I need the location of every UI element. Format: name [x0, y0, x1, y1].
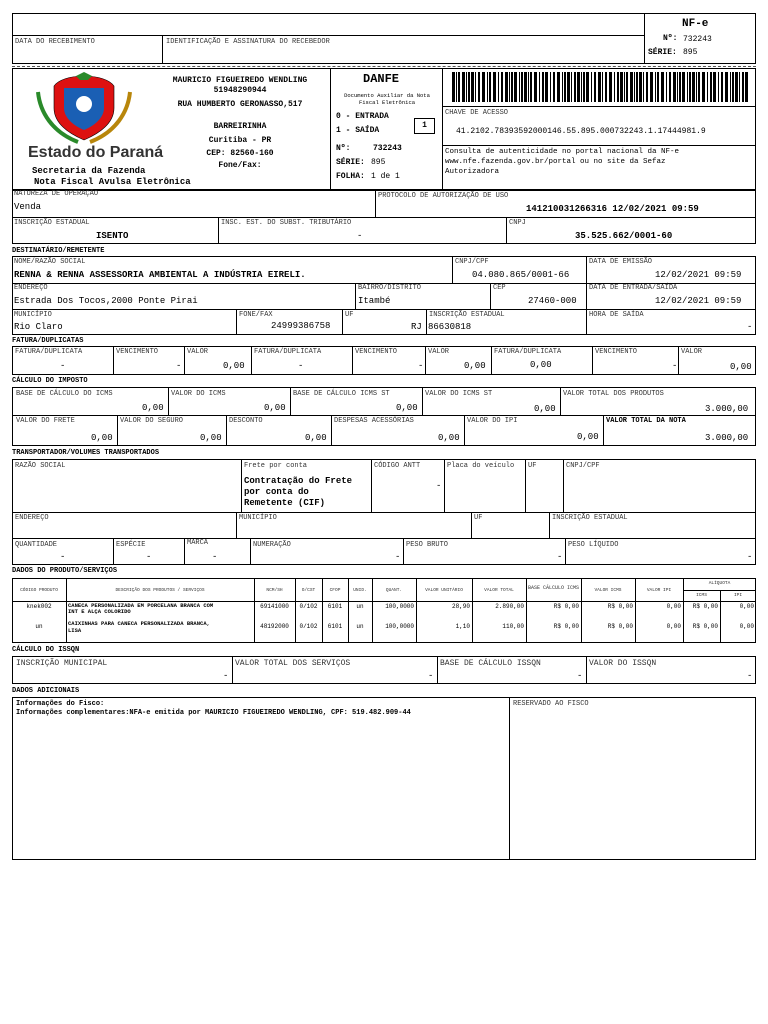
icms: 0,00: [264, 403, 286, 413]
dest-emissao-label: DATA DE EMISSÃO: [589, 258, 653, 266]
barcode-bar: [707, 72, 708, 102]
emitente-cidade: Curitiba - PR: [208, 136, 272, 145]
data-recebimento-label: DATA DO RECEBIMENTO: [15, 38, 95, 46]
barcode-bar: [718, 72, 719, 102]
venc-2: -: [418, 361, 424, 371]
barcode-bar: [626, 72, 628, 102]
dest-nome: RENNA & RENNA ASSESSORIA AMBIENTAL A INDÚSTRIA EIRELI.: [14, 270, 306, 280]
total-nota: 3.000,00: [705, 433, 749, 443]
barcode-bar: [468, 72, 470, 102]
dest-nome-label: NOME/RAZÃO SOCIAL: [14, 258, 86, 266]
fatura-1-label: FATURA/DUPLICATA: [15, 348, 83, 356]
row2-cst: 0/102: [299, 623, 318, 630]
issqn-valor: -: [747, 671, 753, 681]
valor-3: 0,00: [730, 362, 752, 372]
total-prod: 3.000,00: [705, 404, 749, 414]
barcode-bar: [702, 72, 705, 102]
transp-peso-bruto-label: PESO BRUTO: [406, 541, 449, 549]
emitente-endereco: RUA HUMBERTO GERONASSO,517: [177, 100, 303, 109]
natureza: Venda: [14, 202, 42, 212]
barcode-bar: [732, 72, 734, 102]
dest-fone: 24999386758: [271, 321, 331, 331]
row1-unit: 28,90: [451, 603, 470, 610]
valor-2: 0,00: [464, 361, 486, 371]
barcode-bar: [553, 72, 555, 102]
bc-st-label: BASE DE CÁLCULO ICMS ST: [293, 390, 390, 398]
ie-st-label: INSC. EST. DO SUBST. TRIBUTÁRIO: [221, 219, 352, 227]
row2-total: 110,00: [502, 623, 524, 630]
transp-antt: -: [436, 481, 442, 491]
barcode-bar: [478, 72, 480, 102]
imposto-section: CÁLCULO DO IMPOSTO: [12, 377, 88, 385]
transp-numeracao-label: NUMERAÇÃO: [253, 541, 291, 549]
dest-emissao: 12/02/2021 09:59: [655, 270, 742, 280]
transp-qtd: -: [60, 552, 66, 562]
barcode-bar: [562, 72, 563, 102]
bc-icms-label: BASE DE CÁLCULO DO ICMS: [16, 390, 113, 398]
dest-ie-label: INSCRIÇÃO ESTADUAL: [429, 311, 505, 319]
coat-of-arms-logo: [28, 72, 140, 147]
row1-ncm: 69141000: [260, 603, 289, 610]
barcode-bar: [511, 72, 513, 102]
danfe-entrada: 0 - ENTRADA: [336, 112, 389, 121]
danfe-title: DANFE: [363, 72, 400, 86]
venc-3-label: VENCIMENTO: [595, 348, 638, 356]
frete: 0,00: [91, 433, 113, 443]
emitente-fone: Fone/Fax:: [218, 161, 262, 170]
barcode-bar: [605, 72, 607, 102]
barcode-bar: [630, 72, 633, 102]
barcode-bar: [614, 72, 615, 102]
row1-al-ipi: 0,00: [739, 603, 754, 610]
barcode-bar: [519, 72, 520, 102]
emitente-nome: MAURICIO FIGUEIREDO WENDLING: [172, 76, 308, 85]
th-al-icms: ICMS: [696, 593, 707, 598]
transp-qtd-label: QUANTIDADE: [15, 541, 58, 549]
danfe-numero: 732243: [373, 144, 402, 153]
issqn-section: CÁLCULO DO ISSQN: [12, 646, 80, 654]
dest-bairro-label: BAIRRO/DISTRITO: [358, 284, 422, 292]
danfe-saida: 1 - SAÍDA: [336, 126, 380, 135]
transp-uf-label: UF: [528, 462, 537, 470]
barcode-bar: [721, 72, 723, 102]
dest-fone-label: FONE/FAX: [239, 311, 273, 319]
desconto: 0,00: [305, 433, 327, 443]
th-al-ipi: IPI: [733, 593, 743, 598]
icms-label: VALOR DO ICMS: [171, 390, 226, 398]
fatura-3: 0,00: [530, 360, 552, 370]
bc-st: 0,00: [396, 403, 418, 413]
chave-valor: 41.2102.78393592000146.55.895.000732243.1.17444981.9: [456, 127, 706, 136]
transp-placa-label: Placa do veículo: [447, 462, 515, 470]
barcode-bar: [591, 72, 592, 102]
barcode-bar: [586, 72, 589, 102]
fatura-2: -: [298, 361, 304, 371]
transp-especie: -: [146, 552, 152, 562]
barcode-bar: [482, 72, 485, 102]
issqn-vts: -: [428, 671, 434, 681]
cnpj-label: CNPJ: [509, 219, 526, 227]
dest-cnpj: 04.080.865/0001-66: [472, 270, 570, 280]
row1-ipi: 0,00: [666, 603, 681, 610]
barcode-bar: [456, 72, 457, 102]
th-ncm: NCM/SH: [266, 588, 283, 593]
fatura-3-label: FATURA/DUPLICATA: [494, 348, 562, 356]
barcode-bar: [557, 72, 560, 102]
total-prod-label: VALOR TOTAL DOS PRODUTOS: [563, 390, 664, 398]
barcode-bar: [598, 72, 601, 102]
barcode-bar: [509, 72, 510, 102]
barcode-bar: [725, 72, 728, 102]
seguro: 0,00: [200, 433, 222, 443]
barcode-bar: [742, 72, 744, 102]
barcode-bar: [489, 72, 491, 102]
danfe-folha-label: FOLHA:: [336, 172, 365, 181]
transp-frete-3: Remetente (CIF): [244, 498, 326, 508]
seguro-label: VALOR DO SEGURO: [120, 417, 184, 425]
danfe-subtitle-2: Fiscal Eletrônica: [358, 99, 416, 106]
dest-municipio-label: MUNICÍPIO: [14, 311, 52, 319]
issqn-valor-label: VALOR DO ISSQN: [589, 659, 657, 668]
danfe-serie-label: SÉRIE:: [336, 158, 365, 167]
barcode-bar: [602, 72, 603, 102]
barcode-bar: [673, 72, 676, 102]
barcode-bar: [643, 72, 644, 102]
barcode-bar: [528, 72, 529, 102]
issqn-im-label: INSCRIÇÃO MUNICIPAL: [16, 659, 108, 668]
barcode-bar: [462, 72, 465, 102]
transportador-section: TRANSPORTADOR/VOLUMES TRANSPORTADOS: [12, 449, 160, 457]
th-icms: VALOR ICMS: [594, 588, 622, 593]
barcode-bar: [505, 72, 508, 102]
barcode-bar: [735, 72, 738, 102]
dest-cep: 27460-000: [528, 296, 577, 306]
barcode-bar: [677, 72, 678, 102]
adicionais-box: [12, 697, 756, 860]
dest-hora-label: HORA DE SAÍDA: [589, 311, 644, 319]
transp-numeracao: -: [395, 552, 401, 562]
row1-total: 2.890,00: [495, 603, 524, 610]
barcode-bar: [692, 72, 695, 102]
barcode-bar: [545, 72, 548, 102]
row2-al-icms: R$ 0,00: [692, 623, 718, 630]
issqn-im: -: [223, 671, 229, 681]
row1-desc1: CANECA PERSONALIZADA EM PORCELANA BRANCA COM: [68, 602, 214, 609]
dest-uf: RJ: [411, 322, 422, 332]
dest-endereco: Estrada Dos Tocos,2000 Ponte Pirai: [14, 296, 198, 306]
valor-1-label: VALOR: [187, 348, 209, 356]
dest-bairro: Itambé: [358, 296, 391, 306]
issqn-bc: -: [577, 671, 583, 681]
row2-codigo: un: [35, 623, 43, 630]
transp-peso-liquido-label: PESO LÍQUIDO: [568, 541, 619, 549]
transp-antt-label: CÓDIGO ANTT: [374, 462, 421, 470]
barcode-bar: [487, 72, 488, 102]
barcode-bar: [594, 72, 596, 102]
transp-endereco-label: ENDEREÇO: [15, 514, 49, 522]
produtos-section: DADOS DO PRODUTO/SERVIÇOS: [12, 567, 118, 575]
barcode-bar: [617, 72, 619, 102]
th-descricao: DESCRIÇÃO DOS PRODUTOS / SERVIÇOS: [115, 588, 205, 593]
barcode-bar: [564, 72, 566, 102]
transp-marca-label: MARCA: [187, 539, 209, 547]
th-cfop: CFOP: [329, 588, 341, 593]
barcode-bar: [581, 72, 582, 102]
adicionais-section: DADOS ADICIONAIS: [12, 687, 80, 695]
barcode-bar: [550, 72, 551, 102]
row2-quant: 100,0000: [385, 623, 414, 630]
barcode-bar: [655, 72, 656, 102]
bc-icms: 0,00: [142, 403, 164, 413]
nfe-title: NF-e: [682, 18, 709, 30]
barcode-bar: [542, 72, 544, 102]
th-ipi: VALOR IPI: [646, 588, 672, 593]
barcode-bar: [514, 72, 517, 102]
barcode-bar: [739, 72, 740, 102]
row2-cfop: 6101: [327, 623, 343, 630]
th-total: VALOR TOTAL: [484, 588, 514, 593]
desconto-label: DESCONTO: [229, 417, 263, 425]
dest-entrada: 12/02/2021 09:59: [655, 296, 742, 306]
row2-desc1: CAIXINHAS PARA CANECA PERSONALIZADA BRANCA,: [68, 620, 210, 627]
transp-municipio-label: MUNICÍPIO: [239, 514, 277, 522]
identificacao-label: IDENTIFICAÇÃO E ASSINATURA DO RECEBEDOR: [166, 38, 330, 46]
barcode-bar: [666, 72, 667, 102]
nota-avulsa: Nota Fiscal Avulsa Eletrônica: [34, 177, 191, 187]
barcode-bar: [661, 72, 664, 102]
dest-municipio: Rio Claro: [14, 322, 63, 332]
row1-bc: R$ 0,00: [553, 603, 579, 610]
canhoto-numero: 732243: [683, 35, 712, 44]
barcode-bar: [639, 72, 642, 102]
barcode-bar: [713, 72, 716, 102]
barcode-bar: [530, 72, 532, 102]
transp-cnpj-label: CNPJ/CPF: [566, 462, 600, 470]
danfe-subtitle-1: Documento Auxiliar da Nota: [344, 92, 430, 99]
row2-unit: 1,10: [455, 623, 470, 630]
fatura-1: -: [60, 361, 66, 371]
issqn-bc-label: BASE DE CÁLCULO ISSQN: [440, 659, 541, 668]
barcode-bar: [574, 72, 576, 102]
ie-label: INSCRIÇÃO ESTADUAL: [14, 219, 90, 227]
row1-al-icms: R$ 0,00: [692, 603, 718, 610]
row2-ncm: 48192000: [260, 623, 289, 630]
emitente-bairro: BARREIRINHA: [213, 122, 267, 131]
reservado-fisco: RESERVADO AO FISCO: [513, 700, 589, 708]
barcode-bar: [624, 72, 625, 102]
venc-1: -: [176, 361, 182, 371]
transp-peso-liquido: -: [747, 552, 753, 562]
total-nota-label: VALOR TOTAL DA NOTA: [606, 417, 686, 425]
icms-st: 0,00: [534, 404, 556, 414]
barcode-bar: [657, 72, 659, 102]
dest-cep-label: CEP: [493, 284, 506, 292]
fatura-section: FATURA/DUPLICATAS: [12, 337, 84, 345]
barcode-bar: [669, 72, 671, 102]
row1-cst: 0/102: [299, 603, 318, 610]
transp-especie-label: ESPÉCIE: [116, 541, 146, 549]
venc-3: -: [672, 361, 678, 371]
barcode-bar: [521, 72, 523, 102]
info-complementares: Informações complementares:NFA-e emitida por MAURICIO FIGUEIREDO WENDLING, CPF: 519.482.909-44: [16, 709, 411, 717]
barcode-bar: [583, 72, 585, 102]
destinatario-section: DESTINATÁRIO/REMETENTE: [12, 247, 105, 255]
danfe-folha: 1 de 1: [371, 172, 400, 181]
barcode-bar: [679, 72, 681, 102]
consulta-1: Consulta de autenticidade no portal nacional da NF-e: [445, 148, 680, 156]
barcode-bar: [493, 72, 496, 102]
barcode: [452, 72, 750, 102]
transp-frete-2: por conta do: [244, 487, 309, 497]
estado-parana: Estado do Paraná: [28, 144, 164, 161]
protocolo-label: PROTOCOLO DE AUTORIZAÇÃO DE USO: [378, 192, 509, 200]
canhoto-serie-label: SÉRIE:: [648, 48, 677, 57]
venc-2-label: VENCIMENTO: [355, 348, 398, 356]
secretaria: Secretaria da Fazenda: [32, 166, 146, 176]
emitente-codigo: 51948290944: [213, 86, 267, 95]
barcode-bar: [524, 72, 527, 102]
row2-ipi: 0,00: [666, 623, 681, 630]
natureza-label: NATUREZA DE OPERAÇÃO: [14, 190, 99, 198]
emitente-cep: CEP: 82560-160: [206, 149, 274, 158]
transp-peso-bruto: -: [557, 552, 563, 562]
th-unid: UNID.: [353, 588, 367, 593]
frete-label: VALOR DO FRETE: [16, 417, 75, 425]
danfe-numero-label: Nº:: [336, 144, 351, 153]
row1-unid: un: [356, 603, 364, 610]
barcode-bar: [571, 72, 572, 102]
row1-codigo: knek002: [26, 603, 52, 610]
transp-marca: -: [212, 552, 218, 562]
barcode-bar: [609, 72, 612, 102]
valor-3-label: VALOR: [681, 348, 703, 356]
chave-label: CHAVE DE ACESSO: [445, 109, 509, 117]
barcode-bar: [689, 72, 691, 102]
icms-st-label: VALOR DO ICMS ST: [425, 390, 493, 398]
ipi-label: VALOR DO IPI: [467, 417, 518, 425]
dest-ie: 86630818: [428, 322, 472, 332]
barcode-bar: [636, 72, 638, 102]
barcode-bar: [452, 72, 455, 102]
row1-quant: 100,0000: [385, 603, 414, 610]
dest-endereco-label: ENDEREÇO: [14, 284, 48, 292]
row2-al-ipi: 0,00: [739, 623, 754, 630]
th-bc: BASE CÁLCULO ICMS: [527, 585, 579, 591]
cnpj: 35.525.662/0001-60: [575, 231, 673, 241]
row2-unid: un: [356, 623, 364, 630]
dest-hora: -: [747, 322, 753, 332]
barcode-bar: [730, 72, 731, 102]
despesas: 0,00: [438, 433, 460, 443]
barcode-bar: [698, 72, 700, 102]
fatura-2-label: FATURA/DUPLICATA: [254, 348, 322, 356]
barcode-bar: [696, 72, 697, 102]
transp-frete-label: Frete por conta: [244, 462, 308, 470]
transp-razao-label: RAZÃO SOCIAL: [15, 462, 66, 470]
barcode-bar: [458, 72, 460, 102]
barcode-bar: [466, 72, 467, 102]
barcode-bar: [501, 72, 503, 102]
issqn-vts-label: VALOR TOTAL DOS SERVIÇOS: [235, 659, 351, 668]
barcode-bar: [577, 72, 580, 102]
th-quant: QUANT.: [385, 588, 403, 593]
despesas-label: DESPESAS ACESSÓRIAS: [334, 417, 414, 425]
transp-uf2-label: UF: [474, 514, 483, 522]
th-unitario: VALOR UNITÁRIO: [425, 588, 463, 593]
dest-cnpj-label: CNPJ/CPF: [455, 258, 489, 266]
transp-frete-1: Contratação do Frete: [244, 476, 353, 486]
barcode-bar: [620, 72, 623, 102]
dest-entrada-label: DATA DE ENTRADA/SAÍDA: [589, 284, 678, 292]
th-cst: O/CST: [301, 588, 316, 593]
transp-ie-label: INSCRIÇÃO ESTADUAL: [552, 514, 628, 522]
ie-st: -: [357, 231, 363, 241]
canhoto-serie: 895: [683, 48, 698, 57]
barcode-bar: [682, 72, 685, 102]
barcode-bar: [475, 72, 476, 102]
barcode-bar: [634, 72, 635, 102]
canhoto-numero-label: Nº:: [663, 34, 678, 43]
venc-1-label: VENCIMENTO: [116, 348, 159, 356]
barcode-bar: [687, 72, 688, 102]
th-codigo: CÓDIGO PRODUTO: [20, 588, 58, 593]
row1-cfop: 6101: [327, 603, 343, 610]
danfe-serie: 895: [371, 158, 386, 167]
valor-1: 0,00: [223, 361, 245, 371]
row2-icms: R$ 0,00: [607, 623, 633, 630]
barcode-bar: [471, 72, 474, 102]
barcode-bar: [534, 72, 537, 102]
row2-desc2: LISA: [68, 627, 82, 634]
protocolo: 141210031266316 12/02/2021 09:59: [526, 204, 699, 214]
barcode-bar: [745, 72, 748, 102]
barcode-bar: [539, 72, 540, 102]
barcode-bar: [646, 72, 648, 102]
dest-uf-label: UF: [345, 311, 354, 319]
row1-desc2: INT E ALÇA COLORIDO: [68, 608, 131, 615]
ie: ISENTO: [96, 231, 129, 241]
info-fisco: Informações do Fisco:: [16, 700, 105, 708]
th-aliquota: ALÍQUOTA: [708, 581, 731, 586]
valor-2-label: VALOR: [428, 348, 450, 356]
row1-icms: R$ 0,00: [607, 603, 633, 610]
danfe-tipo: 1: [422, 121, 427, 130]
row2-bc: R$ 0,00: [553, 623, 579, 630]
ipi: 0,00: [577, 432, 599, 442]
barcode-bar: [710, 72, 712, 102]
consulta-3: Autorizadora: [445, 168, 500, 176]
barcode-bar: [650, 72, 653, 102]
barcode-bar: [567, 72, 570, 102]
barcode-bar: [498, 72, 499, 102]
consulta-2: www.nfe.fazenda.gov.br/portal ou no site da Sefaz: [445, 158, 666, 166]
